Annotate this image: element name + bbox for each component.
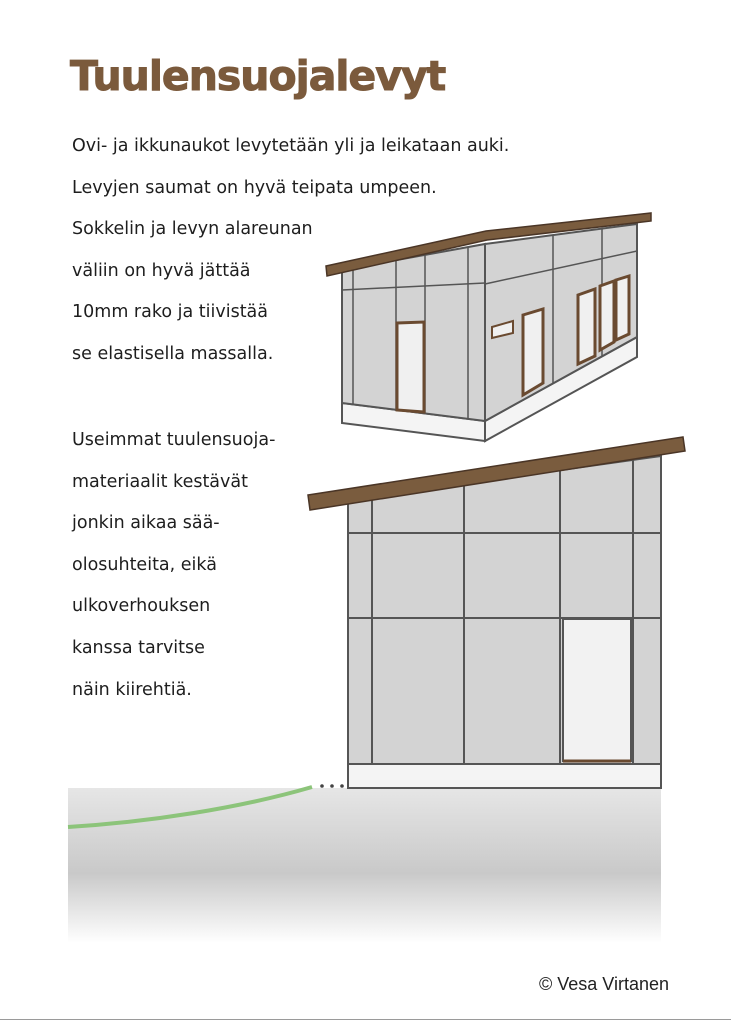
text-line: 10mm rako ja tiivistää xyxy=(72,302,269,323)
page-divider xyxy=(0,1019,731,1020)
text-line: olosuhteita, eikä xyxy=(72,554,217,575)
copyright-credit: © Vesa Virtanen xyxy=(538,974,669,994)
small-house-door xyxy=(397,322,424,412)
large-house-door xyxy=(563,619,631,761)
text-line: kanssa tarvitse xyxy=(72,637,205,658)
small-house-drawing xyxy=(326,213,651,441)
ground-area xyxy=(68,788,661,943)
text-line: väliin on hyvä jättää xyxy=(72,260,251,281)
page-title: Tuulensuojalevyt xyxy=(70,52,446,100)
text-line: materiaalit kestävät xyxy=(72,471,248,492)
text-line: Sokkelin ja levyn alareunan xyxy=(72,219,313,240)
text-line: Ovi- ja ikkunaukot levytetään yli ja leikataan auki. xyxy=(72,136,510,156)
text-line: Levyjen saumat on hyvä teipata umpeen. xyxy=(72,177,437,198)
text-line: Useimmat tuulensuoja- xyxy=(72,430,276,450)
text-line: jonkin aikaa sää- xyxy=(72,513,220,534)
large-house-drawing xyxy=(68,437,685,943)
text-line: se elastisella massalla. xyxy=(72,343,274,364)
text-line: näin kiirehtiä. xyxy=(72,679,192,700)
large-house-foundation xyxy=(348,764,661,788)
text-line: ulkoverhouksen xyxy=(72,596,211,617)
